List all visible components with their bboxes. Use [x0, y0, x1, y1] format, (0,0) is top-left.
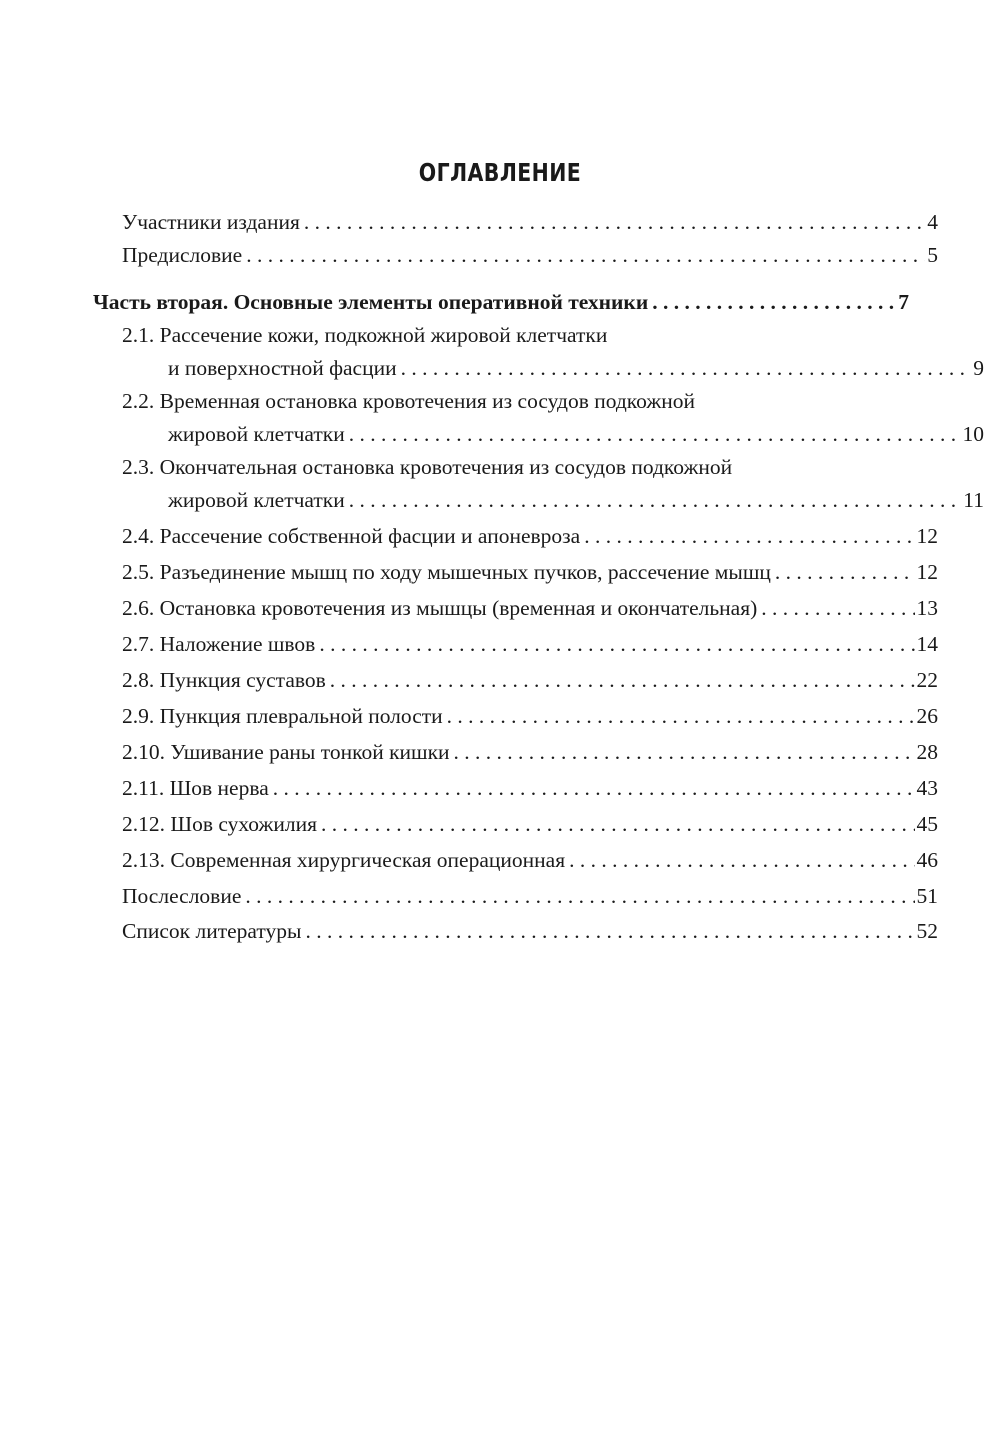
toc-entry-label: 2.4. Рассечение собственной фасции и апоневроза	[122, 524, 581, 548]
toc-entry-2-13[interactable]	[93, 844, 938, 880]
toc-entry-2-1[interactable]	[93, 319, 984, 385]
toc-entry-label-continued: жировой клетчатки	[168, 488, 345, 512]
toc-leader-dots	[246, 239, 925, 272]
toc-entry-label: Часть вторая. Основные элементы оперативной техники	[93, 290, 649, 314]
toc-entry-2-6[interactable]	[93, 592, 938, 628]
toc-entry-part-two[interactable]	[93, 286, 909, 319]
table-of-contents	[93, 206, 984, 950]
toc-entry-afterword[interactable]	[93, 880, 938, 915]
toc-leader-dots	[652, 286, 896, 319]
toc-leader-dots	[454, 736, 915, 769]
toc-leader-dots	[349, 484, 962, 517]
toc-entry-preface[interactable]	[93, 239, 938, 272]
toc-entry-label: Предисловие	[122, 243, 243, 267]
toc-leader-dots	[245, 880, 914, 913]
toc-page-number: 4	[927, 210, 938, 234]
toc-page-number: 46	[916, 848, 938, 872]
toc-entry-label: 2.1. Рассечение кожи, подкожной жировой клетчатки	[122, 323, 608, 347]
toc-entry-2-11[interactable]	[93, 772, 938, 808]
toc-entry-label: Участники издания	[122, 210, 300, 234]
toc-entry-2-3[interactable]	[93, 451, 984, 517]
toc-entry-2-8[interactable]	[93, 664, 938, 700]
toc-leader-dots	[349, 418, 961, 451]
toc-entry-label: 2.6. Остановка кровотечения из мышцы (временная и окончательная)	[122, 596, 758, 620]
toc-page-number: 26	[916, 704, 938, 728]
toc-leader-dots	[304, 206, 925, 239]
toc-entry-2-2[interactable]	[93, 385, 984, 451]
toc-leader-dots	[305, 915, 914, 948]
toc-leader-dots	[401, 352, 972, 385]
toc-leader-dots	[330, 664, 915, 697]
toc-leader-dots	[447, 700, 915, 733]
toc-leader-dots	[775, 556, 915, 589]
toc-page-number: 22	[916, 668, 938, 692]
toc-entry-label: 2.9. Пункция плевральной полости	[122, 704, 443, 728]
toc-page-number: 5	[927, 243, 938, 267]
toc-leader-dots	[319, 628, 914, 661]
toc-entry-label-continued: жировой клетчатки	[168, 422, 345, 446]
toc-page-number: 10	[962, 422, 984, 446]
toc-entry-label: 2.5. Разъединение мышц по ходу мышечных пучков, рассечение мышц	[122, 560, 771, 584]
toc-page-number: 28	[916, 740, 938, 764]
toc-entry-2-5[interactable]	[93, 556, 938, 592]
toc-page-number: 9	[973, 356, 984, 380]
toc-entry-2-7[interactable]	[93, 628, 938, 664]
toc-leader-dots	[761, 592, 914, 625]
toc-entry-label: 2.8. Пункция суставов	[122, 668, 326, 692]
toc-page-number: 45	[916, 812, 938, 836]
spacer	[93, 272, 909, 286]
toc-entry-label: 2.12. Шов сухожилия	[122, 812, 317, 836]
toc-entry-bibliography[interactable]	[93, 915, 938, 950]
toc-page-number: 11	[963, 488, 984, 512]
toc-page-number: 14	[916, 632, 938, 656]
toc-entry-label: 2.2. Временная остановка кровотечения из сосудов подкожной	[122, 389, 695, 413]
toc-entry-2-12[interactable]	[93, 808, 938, 844]
toc-entry-label: Список литературы	[122, 919, 302, 943]
toc-page-number: 52	[916, 919, 938, 943]
toc-page-number: 51	[916, 884, 938, 908]
toc-entry-2-4[interactable]	[93, 520, 938, 556]
toc-entry-label: 2.11. Шов нерва	[122, 776, 269, 800]
toc-entry-label: 2.3. Окончательная остановка кровотечения из сосудов подкожной	[122, 455, 733, 479]
toc-page-number: 13	[916, 596, 938, 620]
toc-entry-contributors[interactable]	[93, 206, 938, 239]
toc-leader-dots	[273, 772, 915, 805]
toc-entry-label: 2.7. Наложение швов	[122, 632, 316, 656]
toc-leader-dots	[584, 520, 914, 553]
toc-entry-label-continued: и поверхностной фасции	[168, 356, 397, 380]
toc-entry-label: 2.10. Ушивание раны тонкой кишки	[122, 740, 450, 764]
toc-leader-dots	[321, 808, 915, 841]
toc-entry-2-9[interactable]	[93, 700, 938, 736]
toc-page-number: 7	[898, 290, 909, 314]
toc-entry-2-10[interactable]	[93, 736, 938, 772]
toc-entry-label: 2.13. Современная хирургическая операционная	[122, 848, 566, 872]
toc-page-number: 43	[916, 776, 938, 800]
toc-leader-dots	[569, 844, 914, 877]
toc-entry-label: Послесловие	[122, 884, 242, 908]
toc-page-number: 12	[916, 560, 938, 584]
toc-page-number: 12	[916, 524, 938, 548]
toc-title: ОГЛАВЛЕНИЕ	[418, 158, 582, 187]
